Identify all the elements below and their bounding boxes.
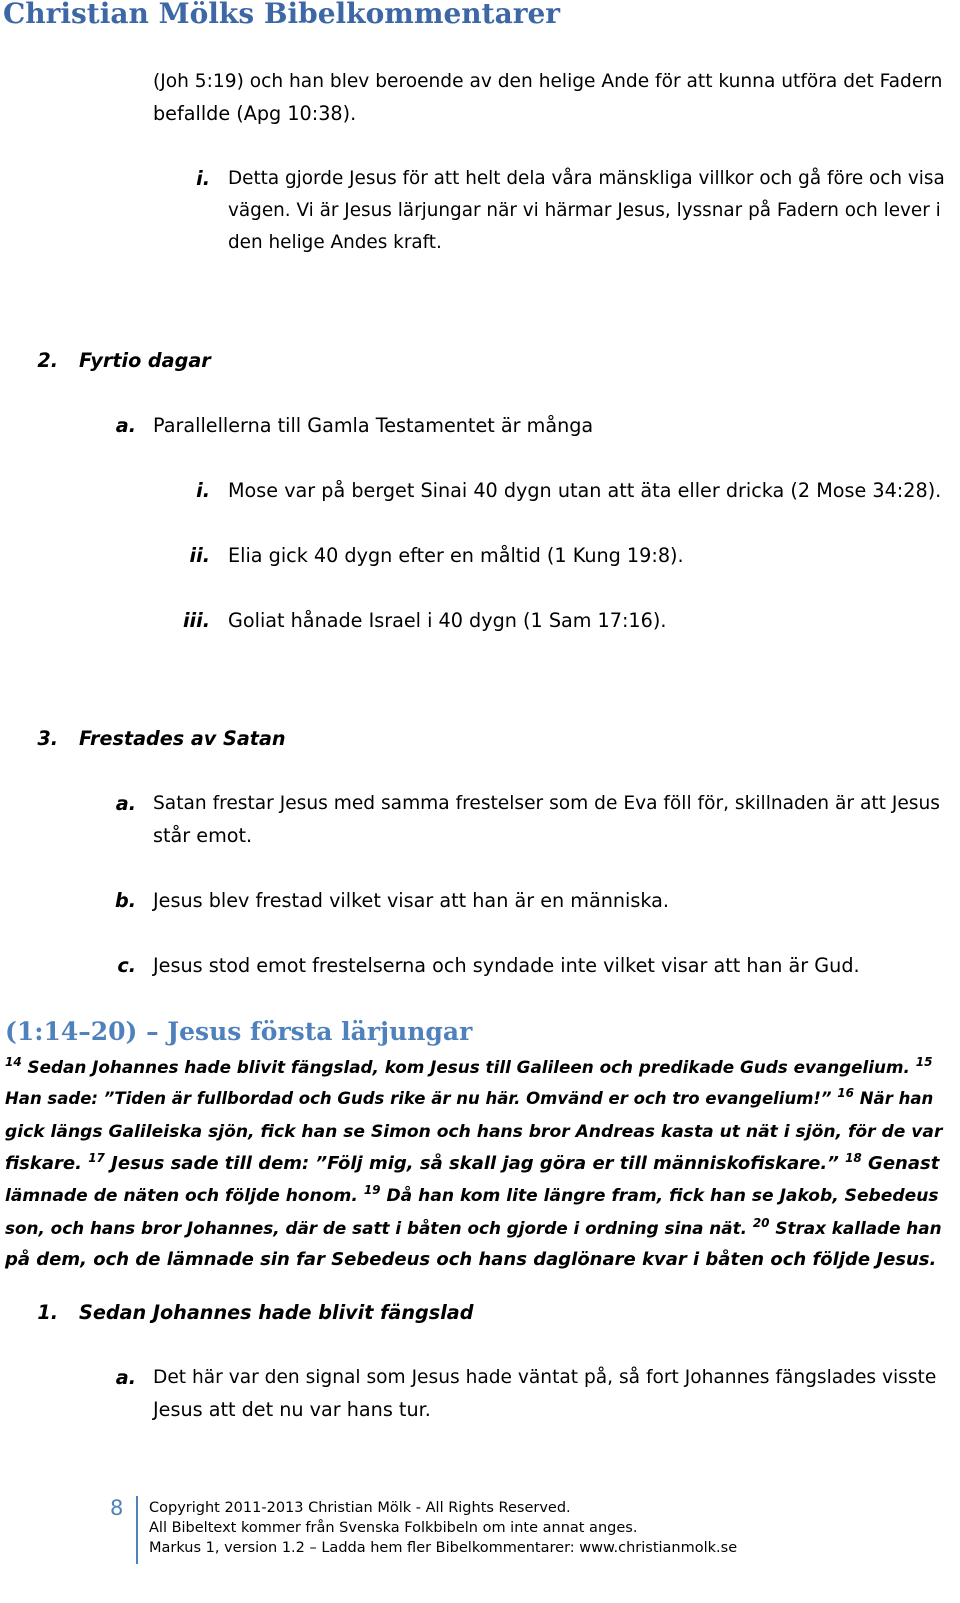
list-item: Goliat hånade Israel i 40 dygn (1 Sam 17:16). <box>228 609 667 632</box>
verse-text: Då han kom lite längre fram, fick han se Jakob, Sebedeus <box>380 1186 939 1206</box>
verse-text: Han sade: ”Tiden är fullbordad och Guds rike är nu här. Omvänd er och tro evangelium!” <box>5 1089 838 1108</box>
list-item-line: Satan frestar Jesus med samma frestelser som de Eva föll för, skillnaden är att Jesus <box>153 793 940 814</box>
verse-number: 19 <box>363 1183 381 1197</box>
list-item-line: Jesus att det nu var hans tur. <box>153 1398 431 1421</box>
paragraph-line: befallde (Apg 10:38). <box>153 102 357 125</box>
list-marker: c. <box>117 954 136 977</box>
bible-text-line: på dem, och de lämnade sin far Sebedeus och hans daglönare kvar i båten och följde Jesus. <box>5 1249 937 1270</box>
verse-number: 18 <box>845 1151 862 1165</box>
bible-text-line: gick längs Galileiska sjön, fick han se Simon och hans bror Andreas kasta ut nät i sjön, för de var <box>5 1122 943 1142</box>
list-marker: iii. <box>182 609 210 632</box>
verse-text: När han <box>854 1089 934 1108</box>
list-marker: i. <box>196 479 210 502</box>
verse-number: 17 <box>88 1151 105 1165</box>
page-number: 8 <box>110 1496 124 1520</box>
bible-text-line <box>5 1212 942 1244</box>
footer-divider <box>136 1496 138 1564</box>
list-item: Jesus stod emot frestelserna och syndade inte vilket visar att han är Gud. <box>153 954 860 977</box>
list-item-line: Detta gjorde Jesus för att helt dela våra mänskliga villkor och gå före och visa <box>228 168 945 189</box>
list-item: Jesus blev frestad vilket visar att han är en människa. <box>153 889 669 912</box>
verse-number: 20 <box>752 1216 770 1230</box>
footer-bible-note: All Bibeltext kommer från Svenska Folkbibeln om inte annat anges. <box>149 1520 638 1536</box>
list-number: 3. <box>37 727 58 750</box>
list-number: 1. <box>37 1301 58 1324</box>
verse-text: Genast <box>861 1153 940 1174</box>
verse-text: fiskare. <box>5 1153 89 1174</box>
subheading: Frestades av Satan <box>79 727 286 750</box>
list-item: Elia gick 40 dygn efter en måltid (1 Kung 19:8). <box>228 544 684 567</box>
bible-text-line <box>5 1180 939 1212</box>
bible-text-line <box>5 1083 933 1115</box>
list-item-line: står emot. <box>153 824 253 847</box>
list-item: Parallellerna till Gamla Testamentet är många <box>153 414 594 437</box>
verse-text: son, och hans bror Johannes, där de satt i båten och gjorde i ordning sina nät. <box>5 1218 753 1238</box>
list-marker: b. <box>114 889 136 912</box>
bible-text-line <box>5 1148 939 1180</box>
section-heading: (1:14–20) – Jesus första lärjungar <box>5 1017 473 1046</box>
verse-text: Sedan Johannes hade blivit fängslad, kom Jesus till Galileen och predikade Guds evangelium. <box>21 1057 916 1077</box>
list-number: 2. <box>37 349 58 372</box>
document-title: Christian Mölks Bibelkommentarer <box>3 0 561 30</box>
verse-text: lämnade de näten och följde honom. <box>5 1186 364 1206</box>
subheading: Sedan Johannes hade blivit fängslad <box>79 1301 474 1324</box>
list-item-line: den helige Andes kraft. <box>228 232 442 253</box>
list-marker: i. <box>196 167 210 190</box>
list-marker: ii. <box>189 544 210 567</box>
bible-text-line <box>5 1051 932 1083</box>
verse-number: 14 <box>5 1055 22 1069</box>
verse-text: Strax kallade han <box>769 1218 942 1238</box>
list-marker: a. <box>115 414 136 437</box>
list-item: Mose var på berget Sinai 40 dygn utan att äta eller dricka (2 Mose 34:28). <box>228 479 942 502</box>
list-item-line: vägen. Vi är Jesus lärjungar när vi härmar Jesus, lyssnar på Fadern och lever i <box>228 200 941 221</box>
list-marker: a. <box>115 1366 136 1389</box>
list-marker: a. <box>115 792 136 815</box>
paragraph-line: (Joh 5:19) och han blev beroende av den helige Ande för att kunna utföra det Fadern <box>153 71 943 92</box>
subheading: Fyrtio dagar <box>79 349 211 372</box>
footer-version: Markus 1, version 1.2 – Ladda hem fler Bibelkommentarer: www.christianmolk.se <box>149 1540 738 1556</box>
footer-copyright: Copyright 2011-2013 Christian Mölk - All Rights Reserved. <box>149 1500 571 1516</box>
verse-number: 16 <box>837 1086 854 1100</box>
list-item-line: Det här var den signal som Jesus hade väntat på, så fort Johannes fängslades visste <box>153 1367 937 1388</box>
verse-number: 15 <box>915 1055 933 1069</box>
verse-text: Jesus sade till dem: ”Följ mig, så skall jag göra er till människofiskare.” <box>104 1153 846 1174</box>
